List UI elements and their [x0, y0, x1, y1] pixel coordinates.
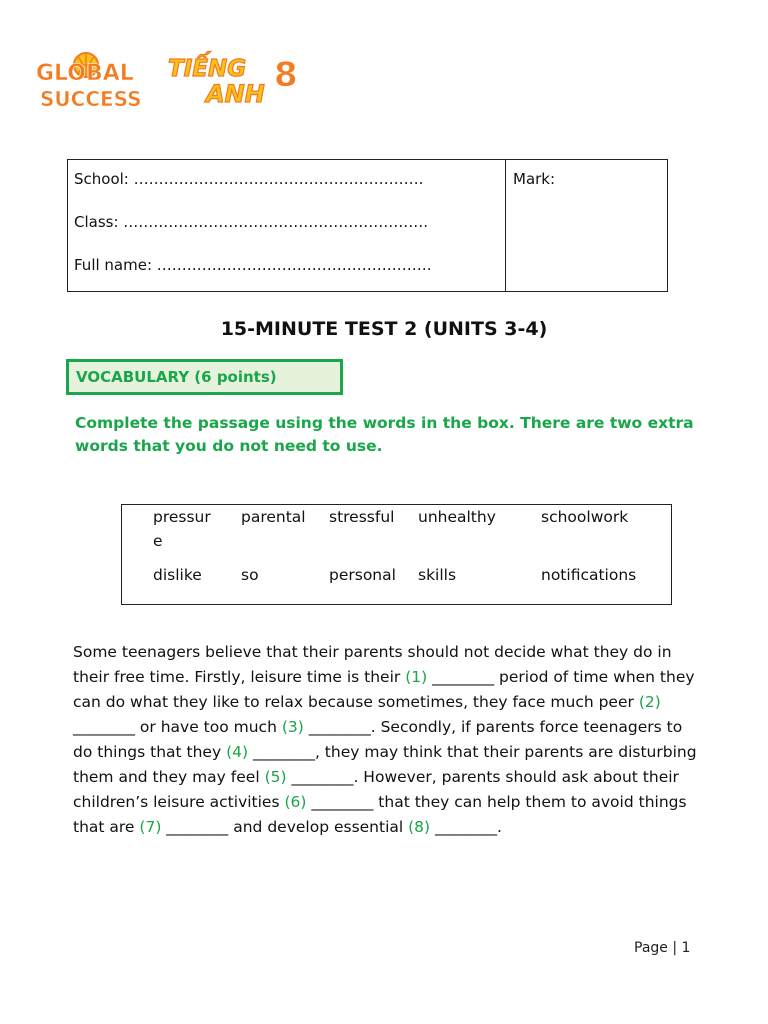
global-success-logo — [34, 50, 142, 110]
word-box-item: schoolwork — [541, 508, 629, 526]
blank-number: (2) — [638, 693, 661, 711]
student-info-fields — [68, 160, 506, 291]
word-box-item: dislike — [153, 566, 202, 584]
passage-text: ________. — [430, 818, 502, 836]
word-box-item: notifications — [541, 566, 637, 584]
mark-cell — [506, 160, 555, 291]
logo-text-tieng: TIẾNG — [168, 56, 247, 82]
tieng-anh-8-logo — [166, 46, 308, 110]
word-box-item: pressur e — [153, 508, 211, 550]
blank-number: (6) — [284, 793, 307, 811]
blank-number: (4) — [226, 743, 249, 761]
student-info-table — [67, 159, 668, 292]
passage-text: ________ that they can help them to avoid things that are — [73, 793, 687, 836]
blank-number: (3) — [281, 718, 304, 736]
blank-number: (7) — [139, 818, 162, 836]
word-box-item: stressful — [329, 508, 395, 526]
school-field[interactable]: School: …………………………………………………. — [74, 170, 424, 188]
test-title: 15-MINUTE TEST 2 (UNITS 3-4) — [220, 318, 548, 340]
passage-text: ________ or have too much — [73, 718, 282, 736]
logo-text-success: SUCCESS — [40, 87, 142, 110]
passage-text: ________. Secondly, if parents force teenagers to do things that they — [73, 718, 683, 761]
section-heading: VOCABULARY (6 points) — [66, 359, 343, 395]
word-box-item: parental — [241, 508, 306, 526]
word-box-item: unhealthy — [418, 508, 496, 526]
full-name-field[interactable]: Full name: ………………………………………………. — [74, 256, 432, 274]
word-box — [121, 504, 672, 605]
class-field[interactable]: Class: ……………………………………………………. — [74, 213, 429, 231]
passage-text: Some teenagers believe that their parents should not decide what they do in their free time. Firstly, leisure time is their — [73, 643, 672, 686]
passage-text: ________. However, parents should ask about their children’s leisure activities — [73, 768, 679, 811]
word-box-item: so — [241, 566, 259, 584]
blank-number: (5) — [264, 768, 287, 786]
blank-number: (1) — [405, 668, 428, 686]
passage-text: ________ period of time when they can do what they like to relax because sometimes, they face much peer — [73, 668, 695, 711]
logo-text-global: GLOBAL — [36, 61, 134, 86]
mark-label: Mark: — [513, 170, 556, 188]
logo-text-anh: ANH — [206, 80, 265, 108]
word-box-item: skills — [418, 566, 457, 584]
passage-text: ________, they may think that their parents are disturbing them and they may feel — [73, 743, 697, 786]
page-number: Page | 1 — [634, 940, 691, 956]
blank-number: (8) — [408, 818, 431, 836]
logo-text-grade: 8 — [274, 55, 298, 95]
passage-text: ________ and develop essential — [161, 818, 409, 836]
instruction-text: Complete the passage using the words in the box. There are two extra words that you do not need to use. — [75, 414, 694, 455]
word-box-item: personal — [329, 566, 396, 584]
passage — [73, 640, 698, 840]
